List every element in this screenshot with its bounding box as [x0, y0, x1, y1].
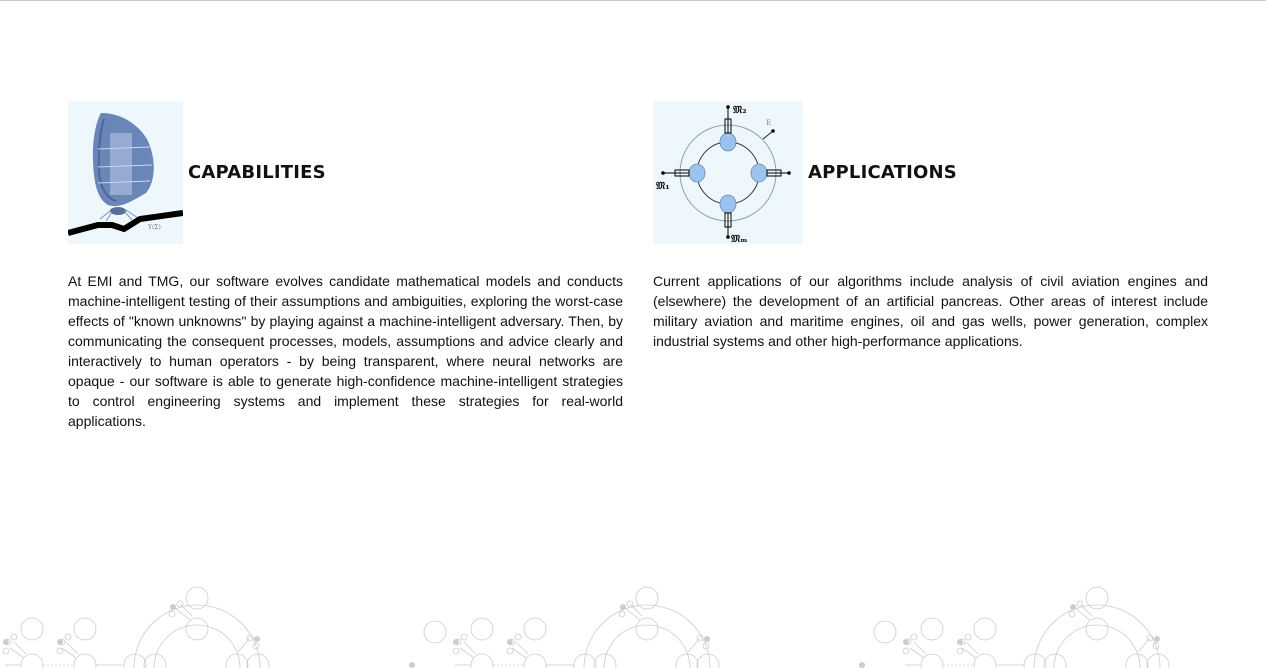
applications-title: APPLICATIONS [808, 162, 957, 183]
capabilities-body: At EMI and TMG, our software evolves candidate mathematical models and conducts machine-intelligent testing of their assumptions and ambiguities, exploring the worst-case effects of "known unknowns" by playing against a machine-intelligent adversary. Then, by communicating the consequent processes, models, assumptions and advice clearly and interactively to human operators - by being transparent, where neural networks are opaque - our software is able to generate high-confidence machine-intelligent strategies to control engineering systems and implement these strategies for real-world applications. [68, 273, 623, 429]
network-diagram-pattern-icon [0, 580, 1266, 668]
ant-carrying-leaf-icon [68, 101, 183, 244]
svg-text:𝔐₂: 𝔐₂ [733, 105, 747, 116]
svg-text:𝔐ₘ: 𝔐ₘ [731, 234, 748, 244]
applications-body: Current applications of our algorithms include analysis of civil aviation engines and (elsewhere) the development of an artificial pancreas. Other areas of interest include military aviation and maritime engines, oil and gas wells, power generation, complex industrial systems and other high-performance applications. [653, 273, 1208, 349]
applications-section [653, 101, 1208, 365]
capabilities-title: CAPABILITIES [188, 162, 326, 183]
capabilities-section [68, 101, 623, 445]
ring-network-diagram-icon [653, 101, 803, 244]
svg-text:𝔐₁: 𝔐₁ [656, 181, 670, 192]
svg-text:Y(Σ): Y(Σ) [148, 224, 161, 231]
svg-text:E: E [766, 119, 772, 127]
capabilities-header [68, 101, 623, 244]
applications-header [653, 101, 1208, 244]
top-divider [0, 0, 1266, 1]
